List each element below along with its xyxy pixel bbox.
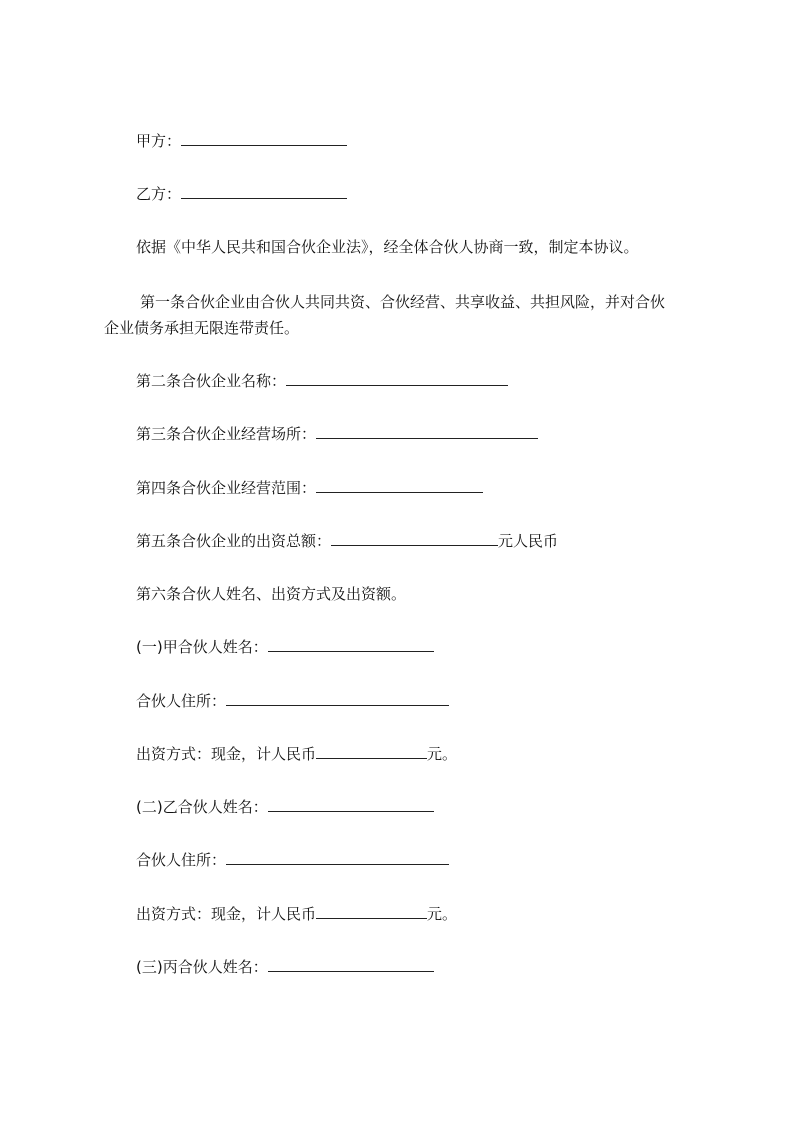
business-place-field[interactable] bbox=[316, 423, 538, 439]
partner-1-contribution-line bbox=[136, 743, 457, 765]
article-5-line bbox=[136, 530, 558, 552]
partner-2-name-line bbox=[136, 796, 434, 818]
partner-2-address-field[interactable] bbox=[226, 849, 449, 865]
party-a-label: 甲方： bbox=[136, 132, 182, 150]
article-3-line bbox=[136, 423, 538, 445]
partner-1-name-label: (一)甲合伙人姓名： bbox=[136, 638, 268, 656]
partner-2-contribution-unit: 元。 bbox=[427, 905, 458, 923]
partner-2-contribution-line bbox=[136, 903, 457, 925]
party-b-field[interactable] bbox=[181, 183, 347, 199]
article-1 bbox=[104, 289, 704, 341]
partner-3-name-field[interactable] bbox=[268, 956, 434, 972]
article-3-label: 第三条合伙企业经营场所： bbox=[136, 425, 317, 443]
partner-1-address-field[interactable] bbox=[226, 690, 449, 706]
party-a-line bbox=[136, 130, 347, 152]
party-b-line bbox=[136, 183, 347, 205]
business-scope-field[interactable] bbox=[316, 477, 483, 493]
article-1-line-2: 企业债务承担无限连带责任。 bbox=[104, 319, 300, 337]
party-b-label: 乙方： bbox=[136, 185, 182, 203]
partner-2-address-label: 合伙人住所： bbox=[136, 851, 227, 869]
partner-2-amount-field[interactable] bbox=[316, 903, 427, 919]
preamble-text: 依据《中华人民共和国合伙企业法》，经全体合伙人协商一致，制定本协议。 bbox=[136, 238, 639, 256]
partner-2-contribution-label: 出资方式：现金，计人民币 bbox=[136, 905, 317, 923]
partner-1-contribution-label: 出资方式：现金，计人民币 bbox=[136, 745, 317, 763]
article-1-line-1: 第一条合伙企业由合伙人共同共资、合伙经营、共享收益、共担风险，并对合伙 bbox=[140, 293, 666, 311]
partner-2-name-field[interactable] bbox=[268, 796, 434, 812]
partner-2-address-line bbox=[136, 849, 449, 871]
article-6-line bbox=[136, 583, 406, 605]
partner-1-contribution-unit: 元。 bbox=[427, 745, 458, 763]
partner-3-name-label: (三)丙合伙人姓名： bbox=[136, 958, 268, 976]
partner-2-name-label: (二)乙合伙人姓名： bbox=[136, 798, 268, 816]
article-5-label: 第五条合伙企业的出资总额： bbox=[136, 532, 332, 550]
party-a-field[interactable] bbox=[181, 130, 347, 146]
partner-1-address-label: 合伙人住所： bbox=[136, 692, 227, 710]
partner-1-name-field[interactable] bbox=[268, 636, 434, 652]
article-2-label: 第二条合伙企业名称： bbox=[136, 372, 287, 390]
partner-1-amount-field[interactable] bbox=[316, 743, 427, 759]
partner-3-name-line bbox=[136, 956, 434, 978]
partner-1-address-line bbox=[136, 690, 449, 712]
partner-1-name-line bbox=[136, 636, 434, 658]
article-4-label: 第四条合伙企业经营范围： bbox=[136, 479, 317, 497]
preamble bbox=[136, 236, 639, 258]
total-capital-field[interactable] bbox=[331, 530, 498, 546]
article-6-text: 第六条合伙人姓名、出资方式及出资额。 bbox=[136, 585, 407, 603]
article-4-line bbox=[136, 477, 483, 499]
article-2-line bbox=[136, 370, 508, 392]
company-name-field[interactable] bbox=[286, 370, 508, 386]
article-5-unit: 元人民币 bbox=[498, 532, 559, 550]
